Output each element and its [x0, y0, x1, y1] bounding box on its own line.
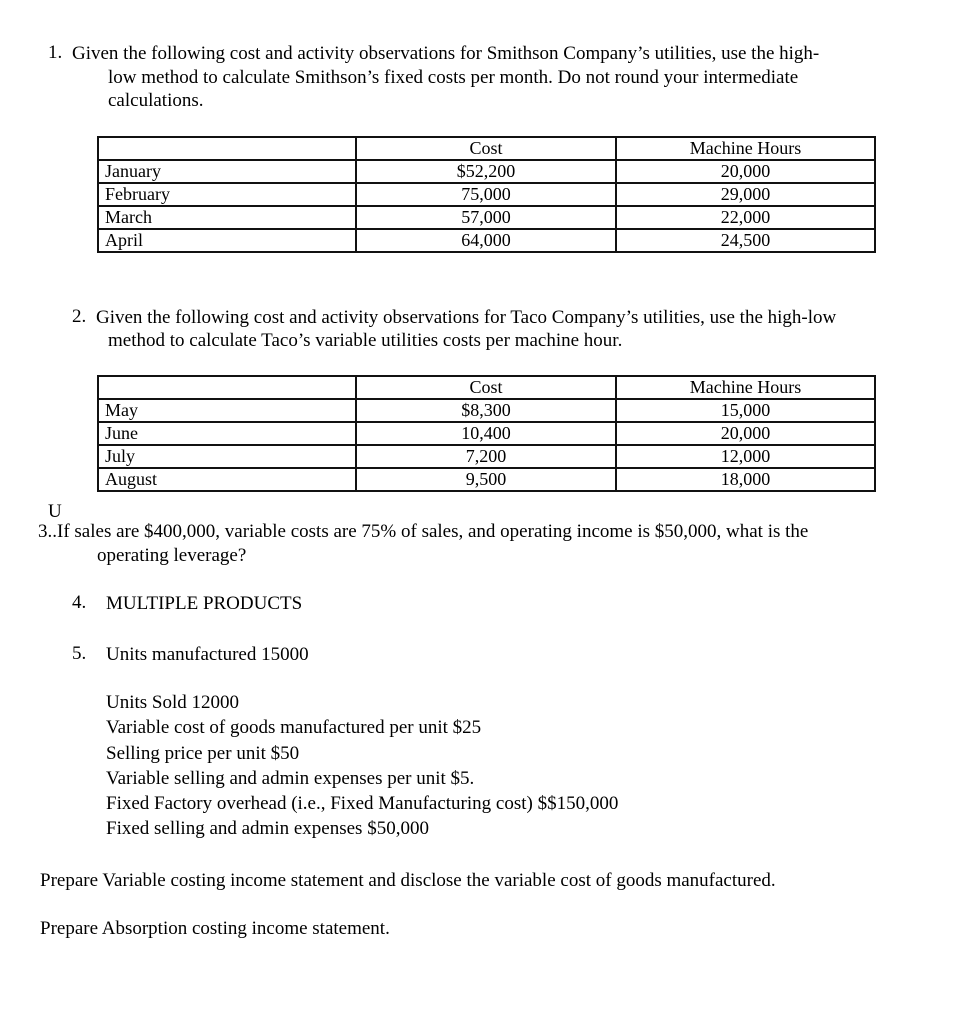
question-3-line-2: operating leverage?	[97, 545, 247, 566]
table-row	[98, 183, 875, 206]
month-cell: May	[98, 399, 356, 422]
table-row	[98, 468, 875, 491]
detail-variable-cogm: Variable cost of goods manufactured per unit $25	[106, 717, 482, 738]
question-1-line-1: Given the following cost and activity observations for Smithson Company’s utilities, use the high-	[72, 43, 820, 64]
hours-cell: 24,500	[616, 229, 875, 252]
hours-cell: 15,000	[616, 399, 875, 422]
table-header-cell: Cost	[356, 137, 616, 160]
taco-cost-table	[97, 375, 876, 492]
cost-cell: 7,200	[356, 445, 616, 468]
question-2-line-1: Given the following cost and activity observations for Taco Company’s utilities, use the high-low	[96, 307, 837, 328]
hours-cell: 12,000	[616, 445, 875, 468]
table-row	[98, 229, 875, 252]
table-header-cell	[98, 376, 356, 399]
month-cell: June	[98, 422, 356, 445]
table-row	[98, 445, 875, 468]
hours-cell: 20,000	[616, 422, 875, 445]
instruction-variable-costing: Prepare Variable costing income statement and disclose the variable cost of goods manufactured.	[40, 870, 776, 891]
table-header-cell: Machine Hours	[616, 376, 875, 399]
table-header-cell: Machine Hours	[616, 137, 875, 160]
question-3-line-1: 3..If sales are $400,000, variable costs are 75% of sales, and operating income is $50,000, what is the	[38, 521, 809, 542]
question-4-number: 4.	[72, 592, 87, 613]
cost-cell: $8,300	[356, 399, 616, 422]
detail-fixed-factory-overhead: Fixed Factory overhead (i.e., Fixed Manufacturing cost) $$150,000	[106, 793, 619, 814]
detail-fixed-selling-admin: Fixed selling and admin expenses $50,000	[106, 818, 429, 839]
month-cell: August	[98, 468, 356, 491]
detail-selling-price: Selling price per unit $50	[106, 743, 300, 764]
cost-cell: 57,000	[356, 206, 616, 229]
instruction-absorption-costing: Prepare Absorption costing income statement.	[40, 918, 390, 939]
cost-cell: $52,200	[356, 160, 616, 183]
table-header-cell: Cost	[356, 376, 616, 399]
detail-variable-selling-admin: Variable selling and admin expenses per unit $5.	[106, 768, 475, 789]
table-header-row	[98, 376, 875, 399]
table-header-cell	[98, 137, 356, 160]
question-5-text: Units manufactured 15000	[106, 644, 309, 665]
month-cell: January	[98, 160, 356, 183]
hours-cell: 18,000	[616, 468, 875, 491]
stray-letter: U	[48, 501, 62, 522]
question-5-number: 5.	[72, 643, 87, 664]
table-row	[98, 399, 875, 422]
month-cell: July	[98, 445, 356, 468]
month-cell: April	[98, 229, 356, 252]
question-1-line-2: low method to calculate Smithson’s fixed costs per month. Do not round your intermediate	[108, 67, 799, 88]
question-2-line-2: method to calculate Taco’s variable utilities costs per machine hour.	[108, 330, 623, 351]
question-1-line-3: calculations.	[108, 90, 204, 111]
hours-cell: 22,000	[616, 206, 875, 229]
cost-cell: 9,500	[356, 468, 616, 491]
month-cell: February	[98, 183, 356, 206]
smithson-cost-table	[97, 136, 876, 253]
month-cell: March	[98, 206, 356, 229]
table-row	[98, 206, 875, 229]
question-2-number: 2.	[72, 306, 87, 327]
cost-cell: 10,400	[356, 422, 616, 445]
hours-cell: 20,000	[616, 160, 875, 183]
cost-cell: 75,000	[356, 183, 616, 206]
table-row	[98, 422, 875, 445]
table-row	[98, 160, 875, 183]
question-4-text: MULTIPLE PRODUCTS	[106, 593, 303, 614]
detail-units-sold: Units Sold 12000	[106, 692, 240, 713]
hours-cell: 29,000	[616, 183, 875, 206]
question-1-number: 1.	[48, 42, 63, 63]
cost-cell: 64,000	[356, 229, 616, 252]
table-header-row	[98, 137, 875, 160]
